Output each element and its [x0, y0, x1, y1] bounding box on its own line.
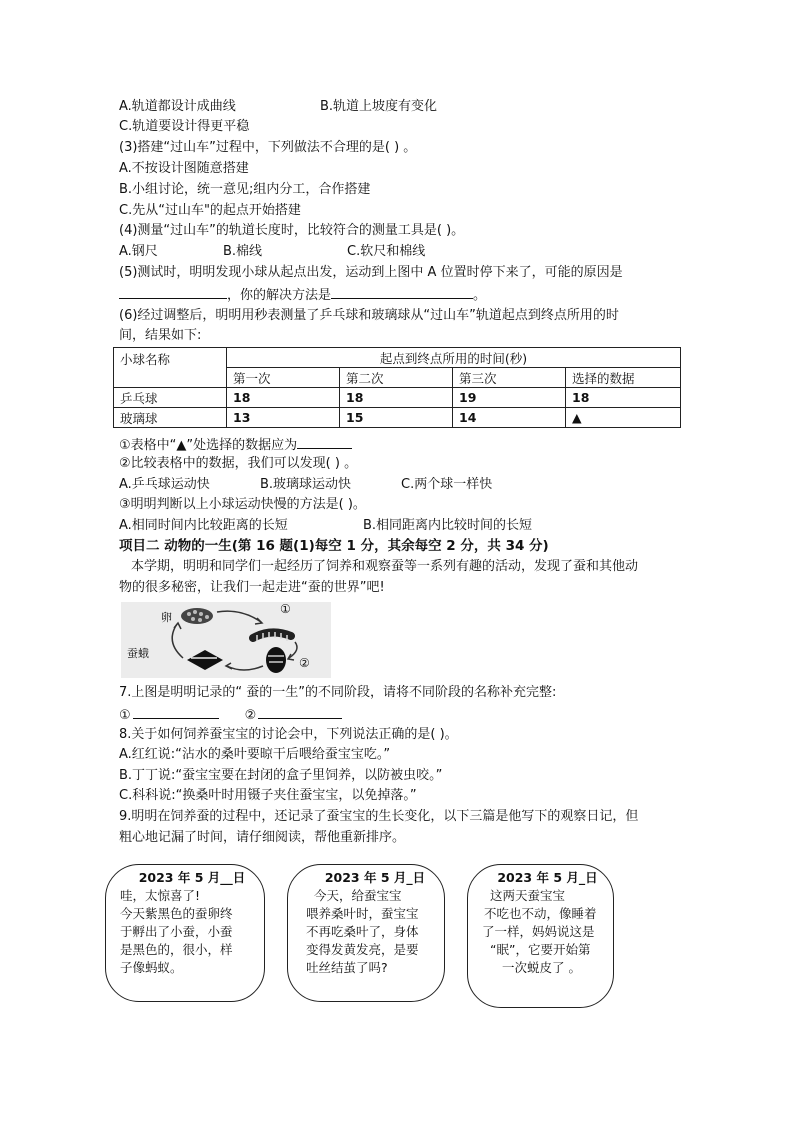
q6-line-2: 间，结果如下: [119, 328, 202, 343]
diary-line: 子像蚂蚁。 [120, 960, 183, 975]
diary-line: 哇，太惊喜了! [120, 888, 201, 903]
q6-part-2-option-c: C.两个球一样快 [401, 477, 493, 492]
q5-end-text: 。 [473, 288, 487, 303]
q2-option-c: C.轨道要设计得更平稳 [119, 119, 250, 134]
silkworm-moth-icon [187, 650, 223, 670]
q6-part-1-text: ①表格中“▲”处选择的数据应为 [119, 438, 298, 453]
q5-blank-solution[interactable] [331, 286, 473, 299]
q5-blank-reason[interactable] [119, 286, 227, 299]
silkworm-lifecycle-diagram [121, 602, 331, 678]
diary-date: 2023 年 5 月__日 [138, 870, 246, 885]
q6-part-1 [119, 436, 352, 454]
diary-line: 了一样，妈妈说这是 [482, 924, 595, 939]
egg-label: 卵 [161, 611, 172, 624]
moth-label: 蚕蛾 [127, 647, 149, 660]
diary-line: 吐丝结茧了吗? [306, 960, 388, 975]
diary-line: 变得发黄发亮，是要 [306, 942, 419, 957]
diary-line: 一次蜕皮了 。 [502, 960, 581, 975]
q8-stem: 8.关于如何饲养蚕宝宝的讨论会中，下列说法正确的是( )。 [119, 727, 458, 742]
silkworm-pupa-icon [266, 647, 286, 673]
q4-option-c: C.软尺和棉线 [347, 244, 426, 259]
q3-option-a: A.不按设计图随意搭建 [119, 161, 249, 176]
q7-mark-1: ① [119, 708, 131, 723]
silkworm-larva-icon [253, 632, 291, 641]
subheader-1: 第一次 [227, 368, 340, 388]
header-time: 起点到终点所用的时间(秒) [227, 348, 681, 368]
q8-option-a: A.红红说:“沾水的桑叶要晾干后喂给蚕宝宝吃。” [119, 747, 391, 762]
q3-option-b: B.小组讨论，统一意见;组内分工，合作搭建 [119, 182, 371, 197]
cell-value: 13 [227, 408, 340, 428]
q7-blank-2[interactable] [258, 706, 342, 719]
q4-option-a: A.钢尺 [119, 244, 158, 259]
subheader-2: 第二次 [340, 368, 453, 388]
stage-mark-2: ② [299, 656, 310, 670]
result-table [113, 347, 681, 428]
q6-part-3-option-a: A.相同时间内比较距离的长短 [119, 518, 288, 533]
q6-part-2-option-a: A.乒乓球运动快 [119, 477, 210, 492]
stage-mark-1: ① [280, 602, 291, 616]
q4-option-b: B.棉线 [223, 244, 263, 259]
cell-value: 14 [453, 408, 566, 428]
diary-line: 是黑色的，很小，样 [120, 942, 233, 957]
q6-part-1-blank[interactable] [297, 436, 352, 449]
q9-line-1: 9.明明在饲养蚕的过程中，还记录了蚕宝宝的生长变化，以下三篇是他写下的观察日记，但 [119, 809, 639, 824]
q5-mid-text: ，你的解决方法是 [227, 288, 332, 303]
q8-option-b: B.丁丁说:“蚕宝宝要在封闭的盒子里饲养，以防被虫咬。” [119, 768, 443, 783]
cell-value: 18 [340, 388, 453, 408]
q6-part-2-option-b: B.玻璃球运动快 [260, 477, 352, 492]
q2-option-a: A.轨道都设计成曲线 [119, 99, 236, 114]
q5-answer-line [119, 286, 486, 304]
diary-line: 今天，给蚕宝宝 [314, 888, 402, 903]
diary-line: 这两天蚕宝宝 [490, 888, 566, 903]
q6-line-1: (6)经过调整后，明明用秒表测量了乒乓球和玻璃球从“过山车”轨道起点到终点所用的时 [119, 308, 619, 323]
q7-blank-1[interactable] [133, 706, 219, 719]
diary-card-2 [287, 864, 445, 1002]
q7-answers [119, 706, 342, 724]
project2-intro-2: 物的很多秘密，让我们一起走进“蚕的世界”吧! [119, 580, 385, 595]
q4-stem: (4)测量“过山车”的轨道长度时，比较符合的测量工具是( )。 [119, 223, 465, 238]
q7-stem: 7.上图是明明记录的“ 蚕的一生”的不同阶段，请将不同阶段的名称补充完整: [119, 685, 557, 700]
q8-option-c: C.科科说:“换桑叶时用镊子夹住蚕宝宝，以免掉落。” [119, 788, 417, 803]
row-name: 玻璃球 [114, 408, 227, 428]
diary-card-3 [467, 864, 614, 1008]
table-row [114, 388, 681, 408]
q6-part-2: ②比较表格中的数据，我们可以发现( ) 。 [119, 456, 358, 471]
diary-line: 于孵出了小蚕，小蚕 [120, 924, 233, 939]
project2-intro-1: 本学期，明明和同学们一起经历了饲养和观察蚕等一系列有趣的活动，发现了蚕和其他动 [131, 559, 639, 574]
subheader-3: 第三次 [453, 368, 566, 388]
q6-part-3-option-b: B.相同距离内比较时间的长短 [363, 518, 533, 533]
cell-value: 15 [340, 408, 453, 428]
cell-value: 19 [453, 388, 566, 408]
cell-value: 18 [566, 388, 681, 408]
diary-card-1 [105, 864, 265, 1002]
q5-stem: (5)测试时，明明发现小球从起点出发，运动到上图中 A 位置时停下来了，可能的原因是 [119, 265, 623, 280]
q3-option-c: C.先从“过山车"的起点开始搭建 [119, 203, 301, 218]
q2-option-b: B.轨道上坡度有变化 [320, 99, 438, 114]
q6-part-3: ③明明判断以上小球运动快慢的方法是( )。 [119, 497, 366, 512]
diary-line: 不再吃桑叶了，身体 [306, 924, 419, 939]
diary-line: 喂养桑叶时，蚕宝宝 [306, 906, 419, 921]
project2-title: 项目二 动物的一生(第 16 题(1)每空 1 分，其余每空 2 分，共 34 分) [119, 538, 549, 554]
q7-mark-2: ② [244, 708, 257, 723]
cell-value: ▲ [566, 408, 681, 428]
egg-cluster-icon [181, 608, 213, 624]
diary-line: 不吃也不动，像睡着 [484, 906, 597, 921]
subheader-4: 选择的数据 [566, 368, 681, 388]
row-name: 乒乓球 [114, 388, 227, 408]
diary-line: 今天紫黑色的蚕卵终 [120, 906, 233, 921]
q3-stem: (3)搭建“过山车”过程中，下列做法不合理的是( ) 。 [119, 140, 417, 155]
cell-value: 18 [227, 388, 340, 408]
diary-line: “眠”，它要开始第 [490, 942, 591, 957]
diary-date: 2023 年 5 月_日 [497, 870, 598, 885]
q9-line-2: 粗心地记漏了时间，请仔细阅读，帮他重新排序。 [119, 830, 406, 845]
table-row [114, 408, 681, 428]
header-ball-name: 小球名称 [114, 348, 227, 388]
diary-date: 2023 年 5 月_日 [324, 870, 426, 885]
